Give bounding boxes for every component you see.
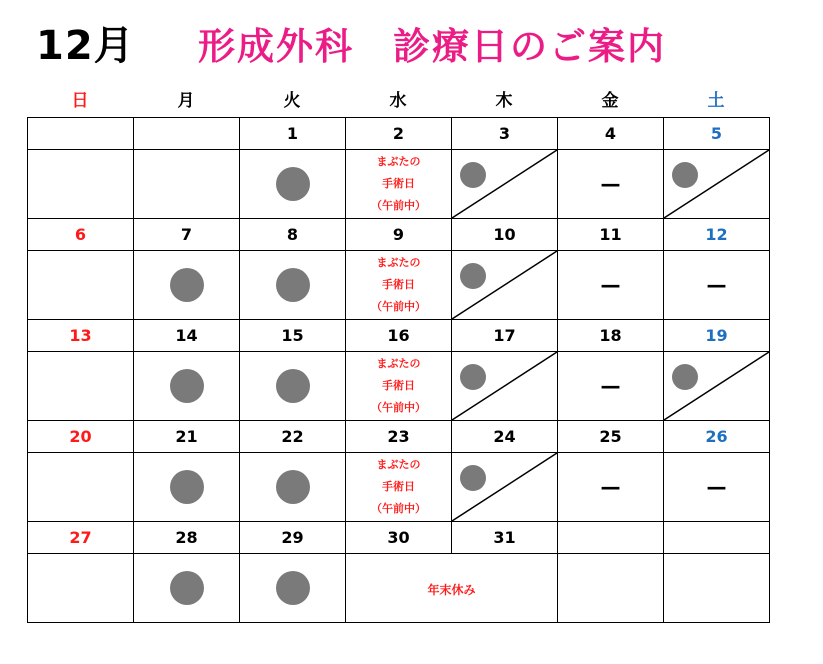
date-cell: 23 (346, 421, 452, 453)
schedule-cell (134, 251, 240, 320)
weekday-sun: 日 (71, 91, 89, 111)
date-cell: 18 (558, 320, 664, 352)
diagonal-slash-icon (664, 150, 769, 218)
date-cell (558, 522, 664, 554)
date-cell: 14 (134, 320, 240, 352)
closed-dash: — (706, 475, 727, 499)
date-cell: 6 (28, 219, 134, 251)
diagonal-slash-icon (452, 251, 557, 319)
schedule-cell (664, 251, 770, 320)
date-cell: 4 (558, 118, 664, 150)
half-day-mark (452, 251, 557, 319)
open-dot-icon (170, 571, 204, 605)
date-cell: 3 (452, 118, 558, 150)
surgery-note-line: 手術日 (382, 278, 415, 291)
diagonal-slash-icon (452, 352, 557, 420)
open-dot-icon (276, 369, 310, 403)
date-cell (664, 522, 770, 554)
closed-dash: — (600, 475, 621, 499)
date-cell (28, 118, 134, 150)
surgery-note-line: 手術日 (382, 379, 415, 392)
weekday-thu: 木 (495, 91, 513, 111)
surgery-note-line: まぶたの (376, 256, 421, 269)
calendar-title: 形成外科 診療日のご案内 (198, 25, 666, 68)
schedule-cell (452, 453, 558, 522)
date-cell: 27 (28, 522, 134, 554)
schedule-cell (664, 554, 770, 623)
surgery-note-line: （午前中） (371, 300, 426, 313)
date-cell: 16 (346, 320, 452, 352)
date-cell: 20 (28, 421, 134, 453)
surgery-note-line: （午前中） (371, 502, 426, 515)
diagonal-slash-icon (452, 453, 557, 521)
schedule-cell (134, 453, 240, 522)
weekday-wed: 水 (389, 91, 407, 111)
weekday-sat: 土 (707, 91, 725, 111)
date-cell: 5 (664, 118, 770, 150)
date-cell: 21 (134, 421, 240, 453)
surgery-note-line: （午前中） (371, 199, 426, 212)
open-dot-icon (276, 167, 310, 201)
surgery-note-line: まぶたの (376, 357, 421, 370)
open-dot-icon (276, 268, 310, 302)
schedule-cell (28, 251, 134, 320)
closed-dash: — (706, 273, 727, 297)
schedule-cell (558, 554, 664, 623)
date-cell: 28 (134, 522, 240, 554)
open-dot-icon (276, 571, 310, 605)
surgery-note-line: （午前中） (371, 401, 426, 414)
date-cell: 19 (664, 320, 770, 352)
schedule-cell (558, 150, 664, 219)
schedule-cell (452, 352, 558, 421)
date-cell: 12 (664, 219, 770, 251)
date-cell: 7 (134, 219, 240, 251)
date-cell: 1 (240, 118, 346, 150)
surgery-note-line: まぶたの (376, 458, 421, 471)
schedule-cell (134, 554, 240, 623)
calendar-grid (27, 117, 770, 623)
schedule-cell (240, 251, 346, 320)
weekday-tue: 火 (283, 91, 301, 111)
schedule-cell (28, 453, 134, 522)
date-cell: 22 (240, 421, 346, 453)
schedule-cell (664, 453, 770, 522)
schedule-cell (558, 453, 664, 522)
date-cell: 29 (240, 522, 346, 554)
date-cell: 25 (558, 421, 664, 453)
weekday-fri: 金 (601, 91, 619, 111)
holiday-cell (346, 554, 558, 623)
date-cell: 24 (452, 421, 558, 453)
schedule-cell (346, 352, 452, 421)
diagonal-slash-icon (452, 150, 557, 218)
weekday-mon: 月 (177, 91, 195, 111)
date-cell: 9 (346, 219, 452, 251)
date-cell: 17 (452, 320, 558, 352)
closed-dash: — (600, 172, 621, 196)
date-cell: 10 (452, 219, 558, 251)
month-heading: 12月 (36, 23, 135, 69)
schedule-cell (558, 251, 664, 320)
schedule-cell (240, 352, 346, 421)
schedule-cell (28, 352, 134, 421)
schedule-cell (558, 352, 664, 421)
surgery-note-line: 手術日 (382, 480, 415, 493)
year-end-holiday-label: 年末休み (427, 582, 476, 597)
schedule-cell (346, 453, 452, 522)
date-cell: 2 (346, 118, 452, 150)
schedule-cell (452, 251, 558, 320)
schedule-cell (134, 150, 240, 219)
open-dot-icon (170, 268, 204, 302)
schedule-cell (240, 453, 346, 522)
open-dot-icon (170, 369, 204, 403)
half-day-mark (664, 150, 769, 218)
open-dot-icon (170, 470, 204, 504)
half-day-mark (452, 453, 557, 521)
date-cell (134, 118, 240, 150)
schedule-cell (664, 150, 770, 219)
schedule-cell (28, 554, 134, 623)
schedule-cell (346, 150, 452, 219)
half-day-mark (452, 150, 557, 218)
schedule-cell (240, 150, 346, 219)
surgery-note-line: まぶたの (376, 155, 421, 168)
date-cell: 8 (240, 219, 346, 251)
open-dot-icon (276, 470, 310, 504)
date-cell: 15 (240, 320, 346, 352)
diagonal-slash-icon (664, 352, 769, 420)
closed-dash: — (600, 273, 621, 297)
closed-dash: — (600, 374, 621, 398)
half-day-mark (452, 352, 557, 420)
schedule-cell (346, 251, 452, 320)
date-cell: 31 (452, 522, 558, 554)
date-cell: 11 (558, 219, 664, 251)
date-cell: 30 (346, 522, 452, 554)
surgery-note-line: 手術日 (382, 177, 415, 190)
schedule-cell (452, 150, 558, 219)
schedule-cell (664, 352, 770, 421)
schedule-cell (240, 554, 346, 623)
schedule-cell (28, 150, 134, 219)
date-cell: 26 (664, 421, 770, 453)
schedule-cell (134, 352, 240, 421)
half-day-mark (664, 352, 769, 420)
date-cell: 13 (28, 320, 134, 352)
